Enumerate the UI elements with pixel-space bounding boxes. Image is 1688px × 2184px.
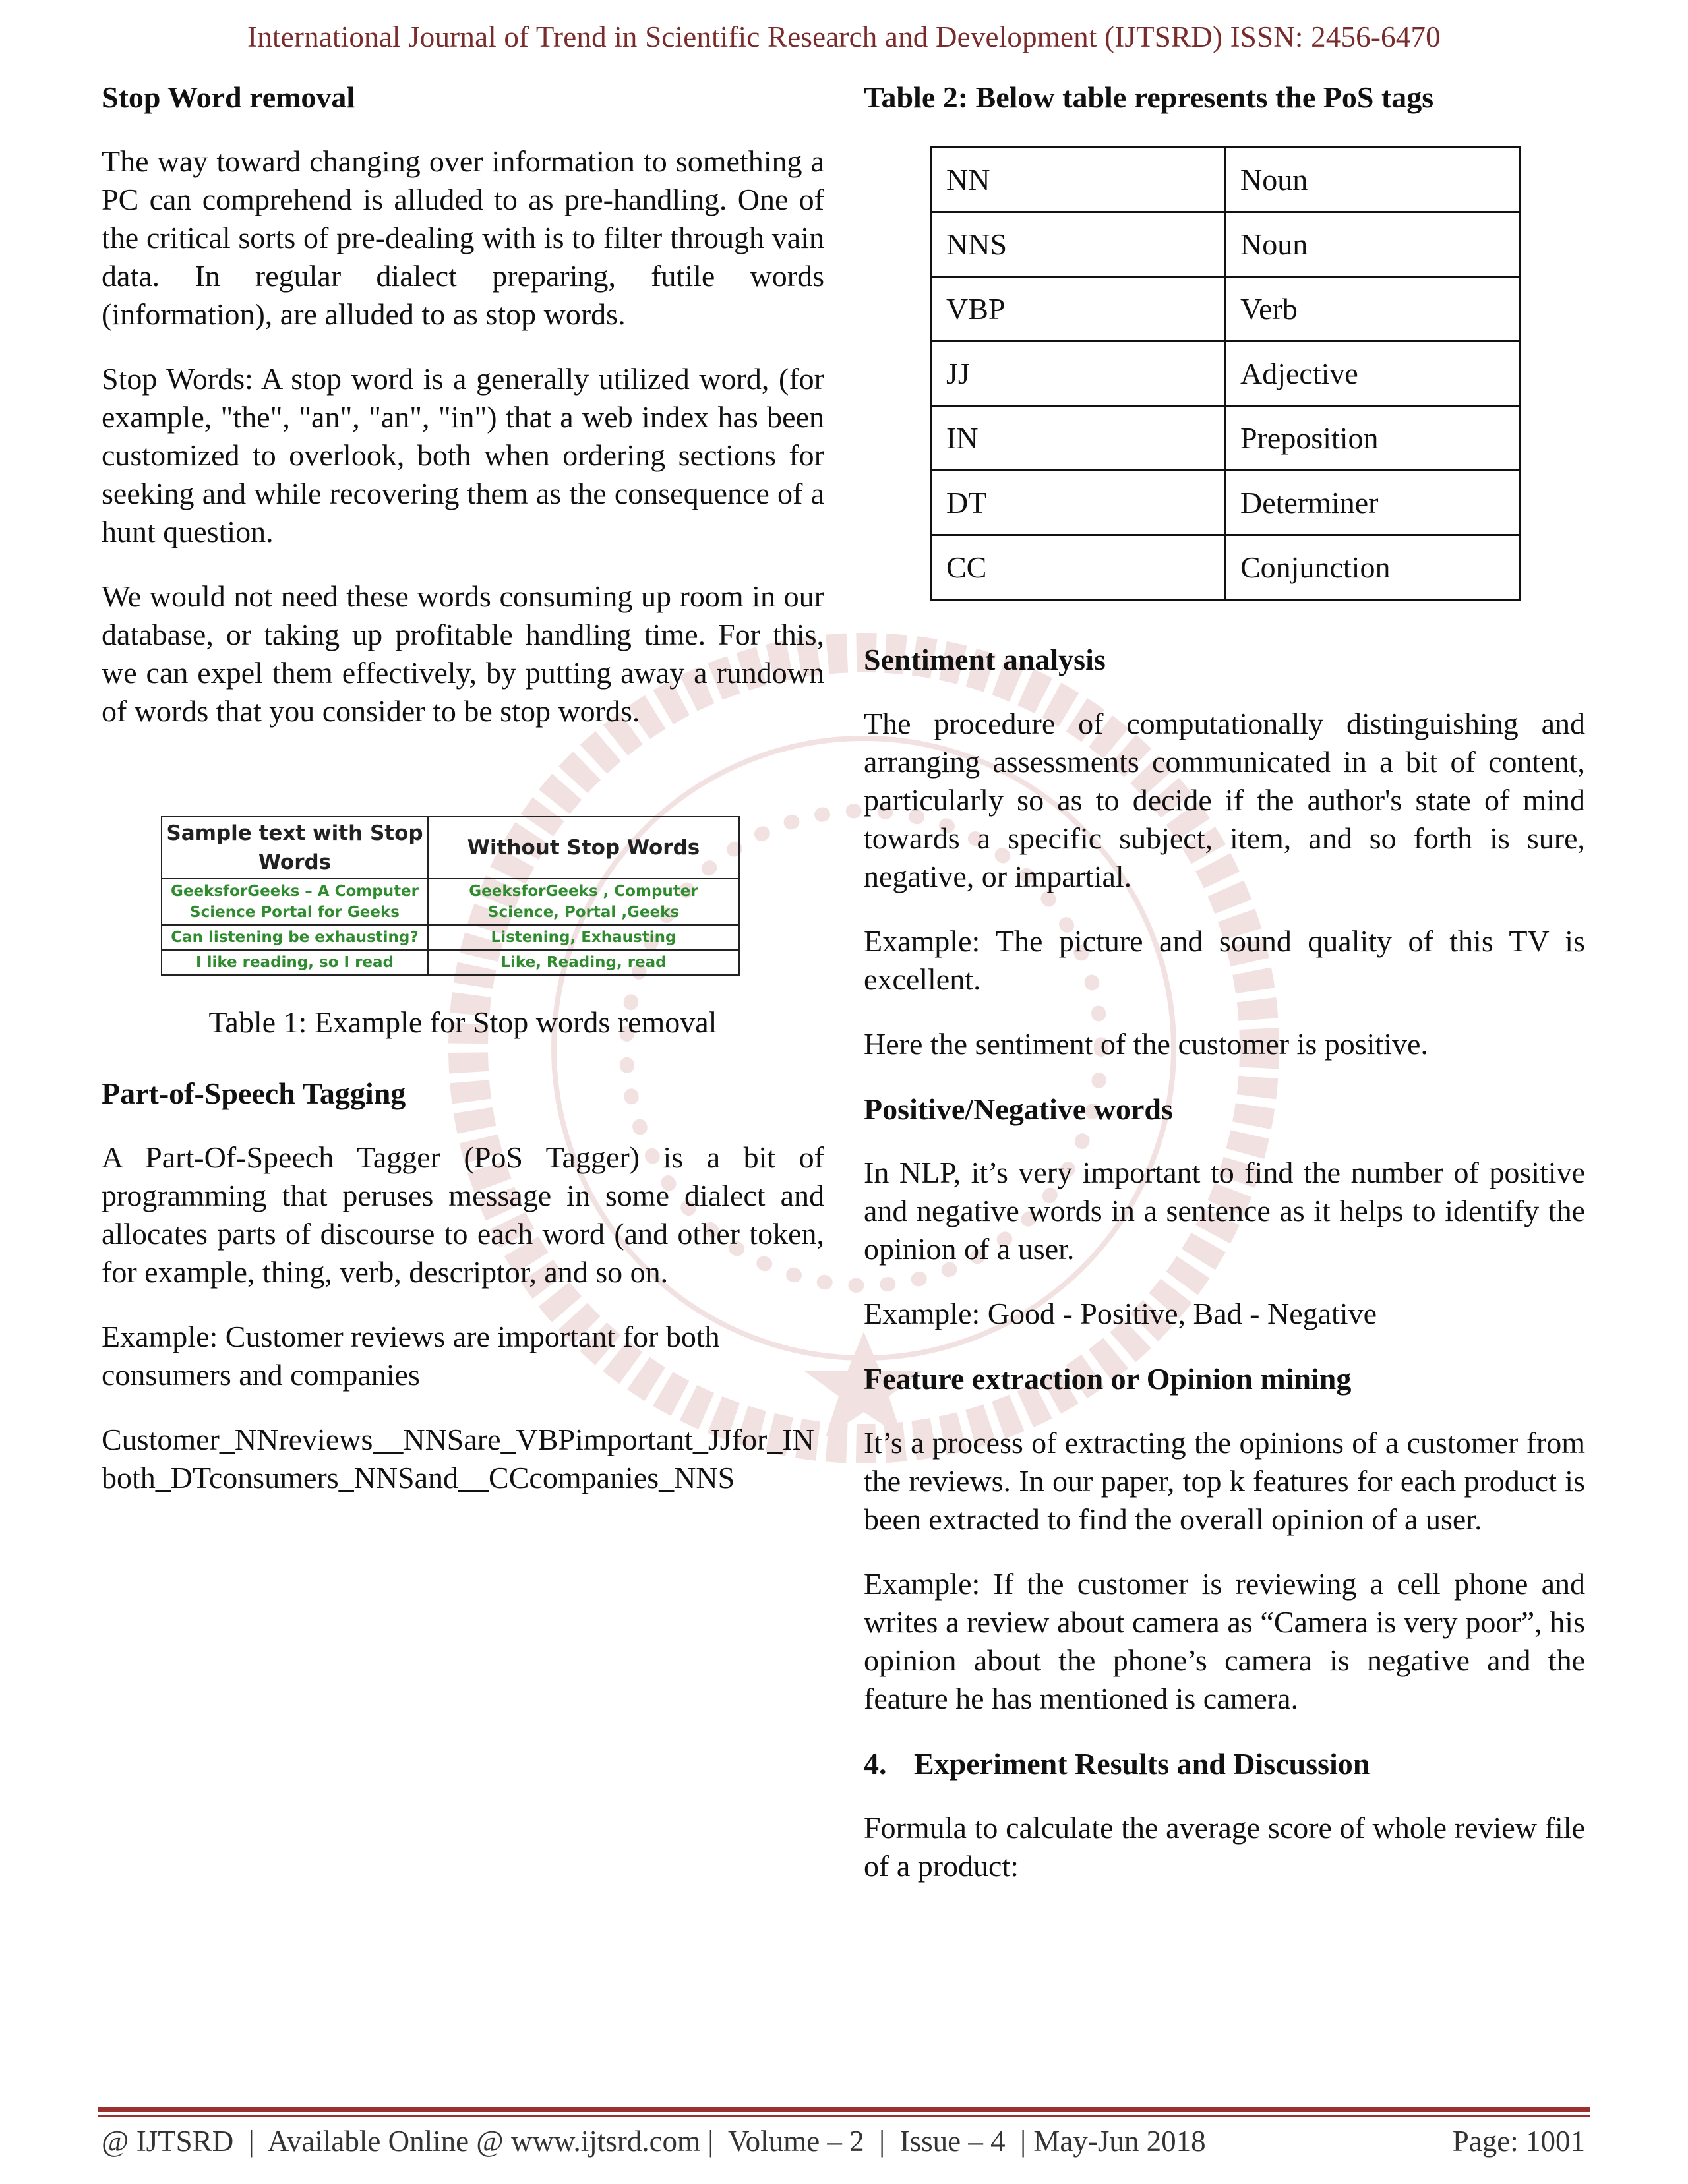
paragraph: Example: Customer reviews are important for both consumers and companies (102, 1319, 720, 1392)
table-row (931, 341, 1520, 405)
table-cell: I like reading, so I read (162, 950, 428, 975)
footer-rule (98, 2107, 1590, 2112)
paragraph: Example: If the customer is reviewing a cell phone and writes a review about camera as “Camera is very poor”, his opinion about the phone’s camera is negative and the feature he has mentioned is camera. (864, 1567, 1585, 1716)
left-column (102, 78, 824, 1523)
table-2-heading: Table 2: Below table represents the PoS tags (864, 80, 1434, 114)
footer-rule (98, 2115, 1590, 2117)
tagged-sentence: Customer_NNreviews__NNSare_VBPimportant_JJfor_INboth_DTconsumers_NNSand__CCcompanies_NNS (102, 1422, 814, 1494)
table-row (931, 147, 1520, 212)
section-title: Experiment Results and Discussion (914, 1747, 1370, 1781)
paragraph: It’s a process of extracting the opinions of a customer from the reviews. In our paper, top k features for each product is been extracted to find the overall opinion of a user. (864, 1426, 1585, 1537)
table-row (162, 950, 739, 975)
section-heading-results (864, 1744, 1585, 1784)
paragraph: Example: The picture and sound quality of this TV is excellent. (864, 924, 1585, 996)
table-cell: GeeksforGeeks – A Computer Science Portal for Geeks (162, 879, 428, 925)
paragraph: Here the sentiment of the customer is positive. (864, 1026, 1428, 1061)
paragraph: Formula to calculate the average score of whole review file of a product: (864, 1810, 1585, 1883)
table-cell: Like, Reading, read (428, 950, 739, 975)
table-cell: Listening, Exhausting (428, 925, 739, 950)
page-footer (102, 2124, 1585, 2158)
section-number: 4. (864, 1747, 887, 1781)
section-heading-pos-tagging: Part-of-Speech Tagging (102, 1076, 406, 1110)
paragraph: The way toward changing over information to something a PC can comprehend is alluded to as pre-handling. One of the critical sorts of pre-dealing with is to filter through vain data. In regular dialect preparing, futile words (information), are alluded to as stop words. (102, 144, 824, 331)
footer-info: @ IJTSRD | Available Online @ www.ijtsrd.com | Volume – 2 | Issue – 4 | May-Jun 2018 (102, 2125, 1206, 2158)
table-header-row (162, 817, 739, 879)
section-heading-sentiment-analysis: Sentiment analysis (864, 642, 1106, 676)
table-row (162, 925, 739, 950)
paragraph: Stop Words: A stop word is a generally utilized word, (for example, "the", "an", "an", "in") that a web index has been customized to overlook, both when ordering sections for seeking and while recovering them as the consequence of a hunt question. (102, 361, 824, 548)
section-heading-feature-extraction: Feature extraction or Opinion mining (864, 1362, 1352, 1396)
paragraph: In NLP, it’s very important to find the number of positive and negative words in a sentence as it helps to identify the opinion of a user. (864, 1156, 1585, 1266)
table-cell: Adjective (1225, 341, 1520, 405)
table-cell: NNS (931, 212, 1225, 276)
section-heading-stop-word-removal: Stop Word removal (102, 80, 355, 114)
table-cell: Noun (1225, 147, 1520, 212)
table-cell: JJ (931, 341, 1225, 405)
table-row (931, 405, 1520, 470)
table-row (162, 879, 739, 925)
table-cell: Verb (1225, 276, 1520, 341)
paragraph: We would not need these words consuming up room in our database, or taking up profitable handling time. For this, we can expel them effectively, by putting away a rundown of words that you consider to be stop words. (102, 579, 824, 728)
table-1-caption: Table 1: Example for Stop words removal (208, 1005, 717, 1039)
table-header-cell: Sample text with Stop Words (162, 817, 428, 879)
right-column (864, 78, 1585, 1912)
section-heading-positive-negative-words: Positive/Negative words (864, 1092, 1173, 1126)
paragraph: The procedure of computationally distinguishing and arranging assessments communicated in a bit of content, particularly so as to decide if the author's state of mind towards a specific subject, item, and so forth is sure, negative, or impartial. (864, 706, 1585, 893)
table-cell: NN (931, 147, 1225, 212)
table-cell: Preposition (1225, 405, 1520, 470)
paragraph: Example: Good - Positive, Bad - Negative (864, 1297, 1377, 1331)
table-header-cell: Without Stop Words (428, 817, 739, 879)
table-row (931, 470, 1520, 535)
table-cell: Conjunction (1225, 535, 1520, 599)
journal-header: International Journal of Trend in Scientific Research and Development (IJTSRD) ISSN: 2456-6470 (247, 20, 1441, 53)
table-cell: Noun (1225, 212, 1520, 276)
table-2-pos-tags (930, 146, 1521, 601)
table-cell: CC (931, 535, 1225, 599)
table-cell: DT (931, 470, 1225, 535)
table-cell: IN (931, 405, 1225, 470)
page-number: Page: 1001 (1452, 2125, 1585, 2158)
table-1-stop-words (161, 816, 740, 1040)
table-cell: GeeksforGeeks , Computer Science, Portal ,Geeks (428, 879, 739, 925)
table-row (931, 276, 1520, 341)
table-cell: Determiner (1225, 470, 1520, 535)
table-row (931, 212, 1520, 276)
paragraph: A Part-Of-Speech Tagger (PoS Tagger) is a bit of programming that peruses message in some dialect and allocates parts of discourse to each word (and other token, for example, thing, verb, descriptor, and so on. (102, 1140, 824, 1289)
table-cell: Can listening be exhausting? (162, 925, 428, 950)
table-cell: VBP (931, 276, 1225, 341)
table-row (931, 535, 1520, 599)
